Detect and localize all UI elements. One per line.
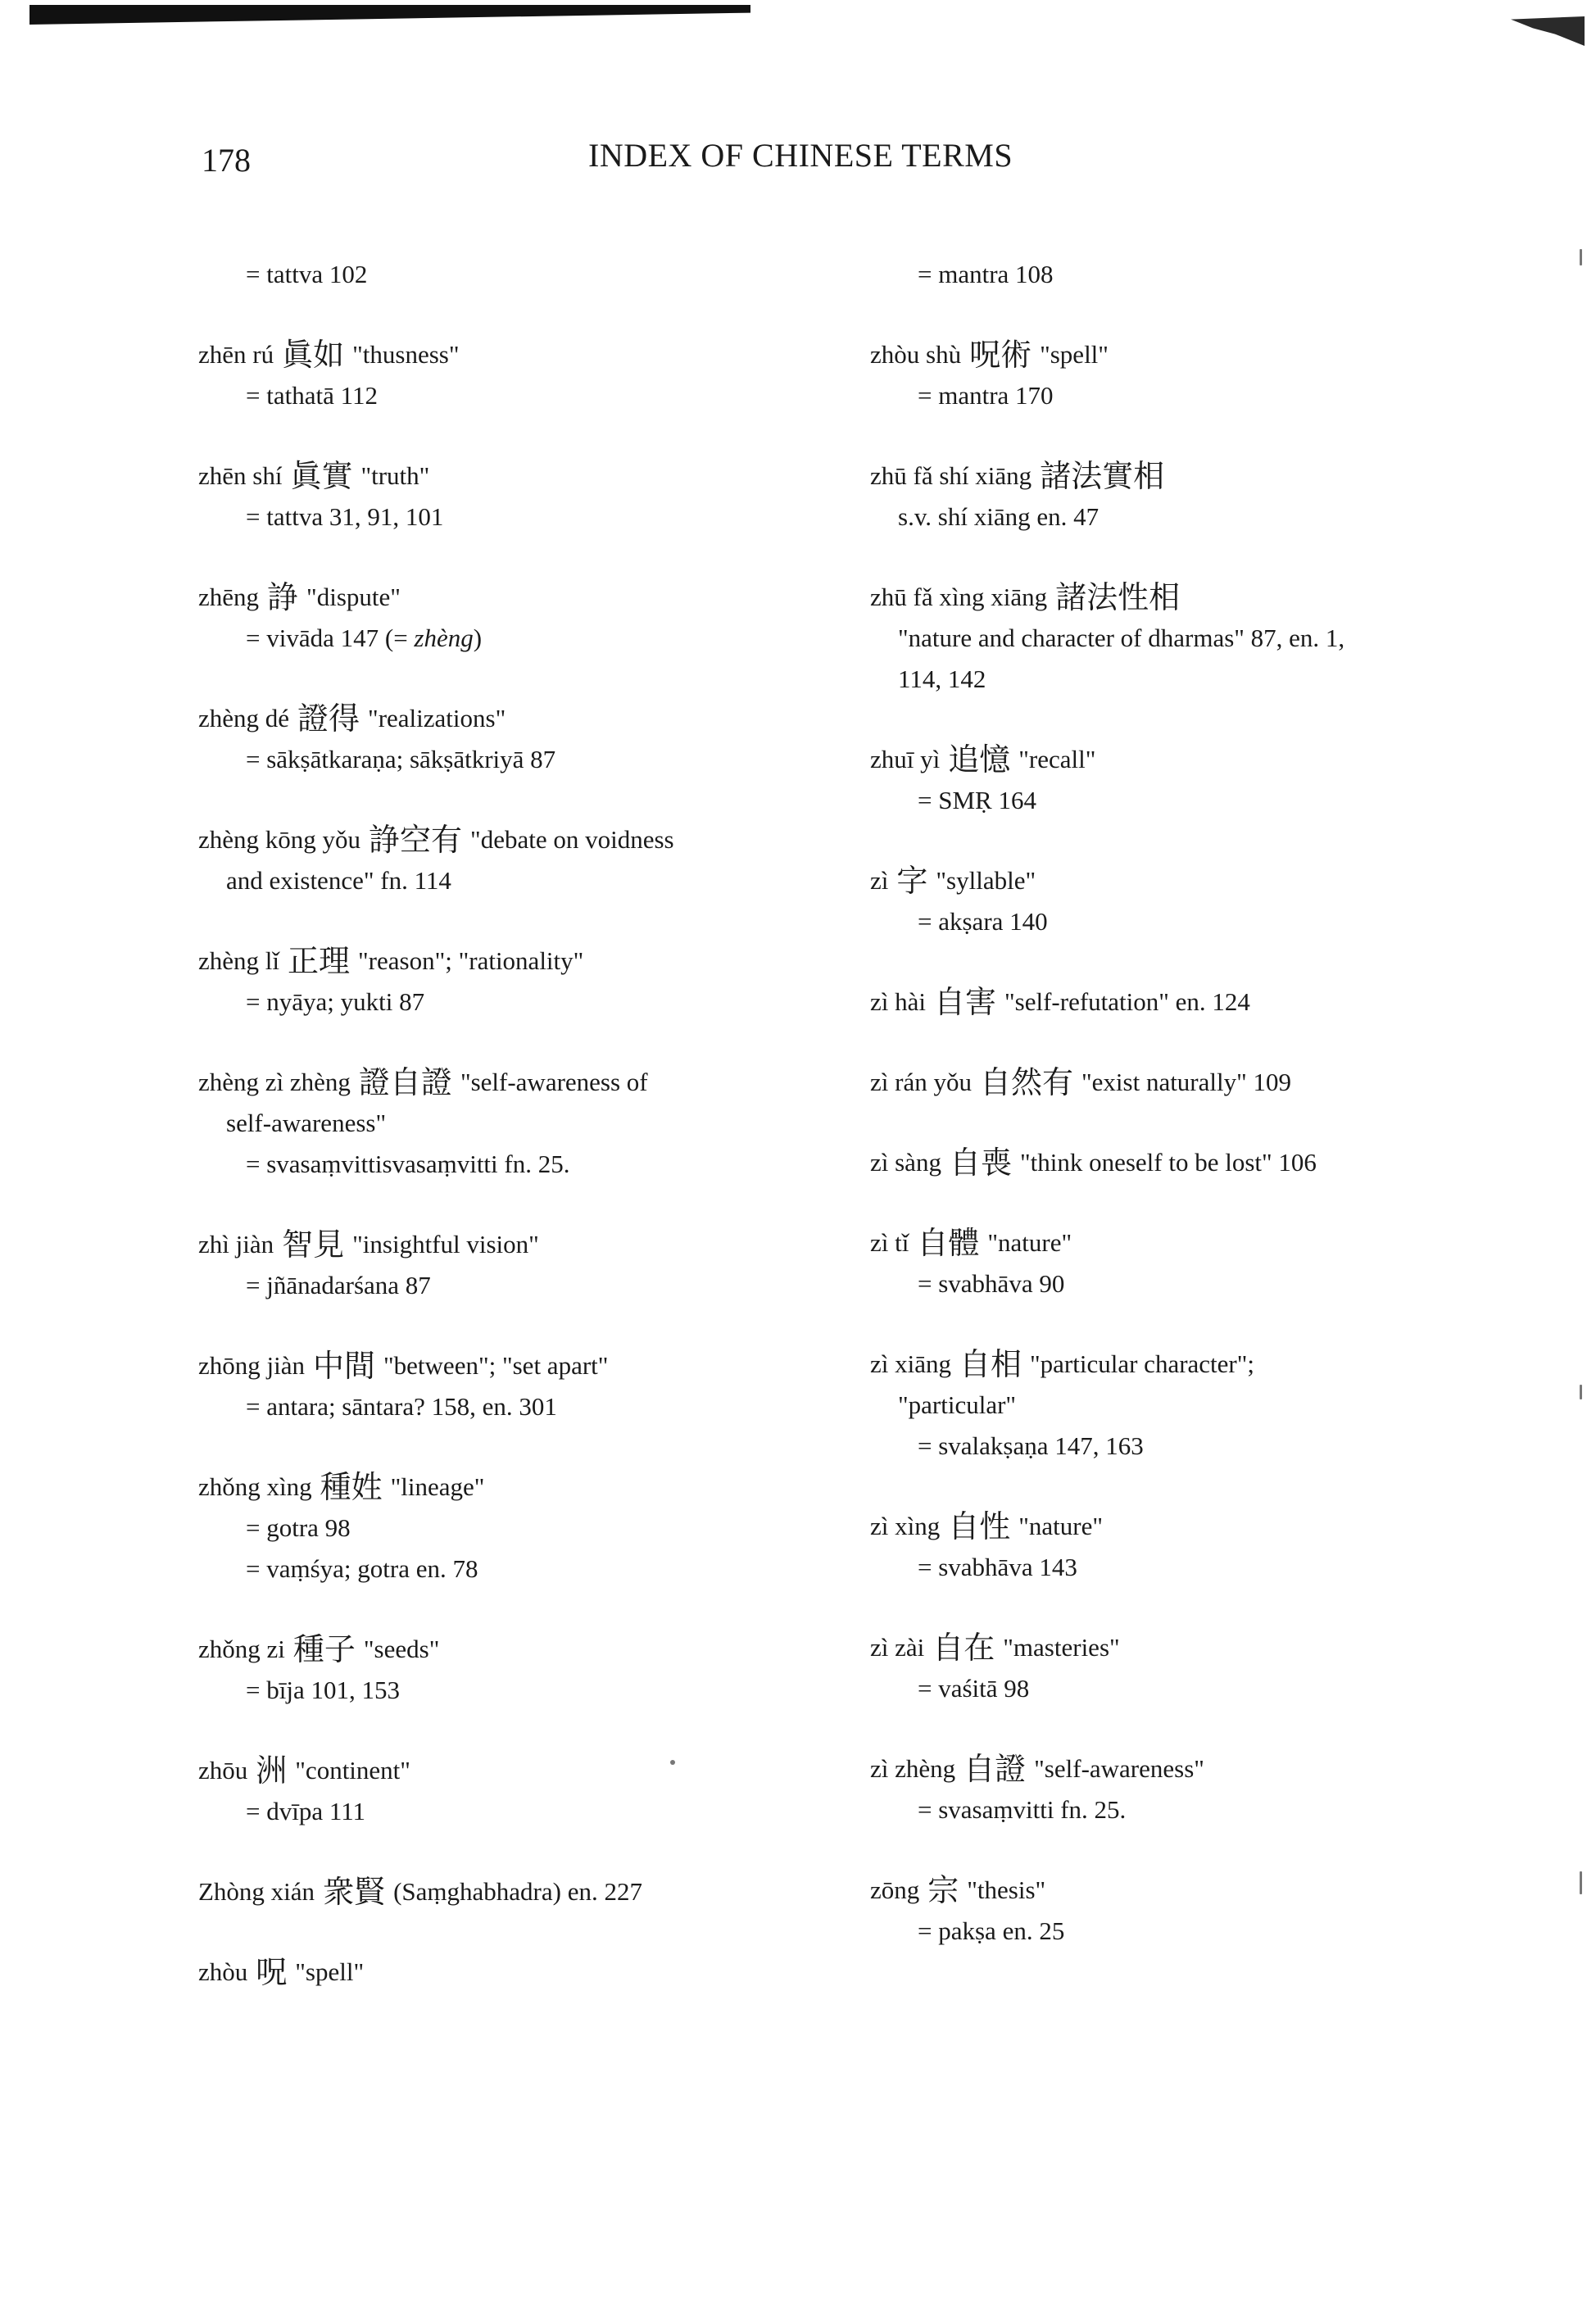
entry-headline [198,1224,821,1265]
gloss: "self-awareness" [1034,1754,1204,1783]
gloss: "self-refutation" en. 124 [1004,987,1250,1016]
pinyin-term: zì zài [870,1633,925,1662]
index-entry [870,1748,1460,1830]
index-entry [870,1344,1460,1467]
gloss: "debate on voidness [470,825,674,854]
gloss: "self-awareness of [460,1068,648,1096]
chinese-characters: 自證 [963,1751,1027,1787]
gloss: "thesis" [967,1875,1046,1904]
entry-note: "nature and character of dharmas" 87, en. 1, [898,624,1345,652]
pinyin-term: zhǒng zi [198,1635,285,1663]
gloss: "dispute" [306,583,401,611]
pinyin-term: zhēn shí [198,461,283,490]
entry-headline [198,1871,821,1912]
entry-headline [870,1627,1460,1668]
scan-speck [1580,1385,1582,1399]
sanskrit-equivalent: = mantra 108 [918,260,1054,288]
entry-headline [870,1870,1460,1911]
index-entry [870,1870,1460,1952]
scan-corner-mark [1511,16,1585,46]
chinese-characters: 自相 [959,1346,1022,1382]
sanskrit-equivalent: = dvīpa 111 [246,1797,366,1825]
entry-headline [198,1467,821,1508]
chinese-characters: 呪術 [969,337,1032,373]
index-entry [198,819,821,901]
sanskrit-equivalent: = svabhāva 90 [918,1269,1065,1298]
gloss: "particular character"; [1030,1349,1255,1378]
gloss: (Saṃghabhadra) en. 227 [393,1877,642,1906]
sanskrit-equivalent: = svasaṃvittisvasaṃvitti fn. 25. [246,1150,570,1178]
index-entry [870,577,1460,700]
pinyin-term: zì rán yǒu [870,1068,972,1096]
index-entry [870,982,1460,1023]
scan-speck [1580,249,1582,265]
pinyin-term: zhèng zì zhèng [198,1068,351,1096]
entry-headline [870,334,1460,375]
chinese-characters: 追憶 [948,741,1011,778]
index-entry [198,1871,821,1912]
gloss: "spell" [1040,340,1109,369]
entry-headline [870,1142,1460,1183]
index-entry [870,456,1460,537]
pinyin-term: zì zhèng [870,1754,956,1783]
sanskrit-equivalent: = svabhāva 143 [918,1553,1077,1581]
sanskrit-equivalent: = tathatā 112 [246,381,378,410]
chinese-characters: 諸法性相 [1055,579,1181,615]
entry-headline [198,1345,821,1386]
sanskrit-equivalent: = mantra 170 [918,381,1054,410]
entry-headline [870,456,1460,497]
sanskrit-equivalent: = tattva 31, 91, 101 [246,502,444,531]
pinyin-term: zhòu [198,1957,248,1986]
entry-note: s.v. shí xiāng en. 47 [898,502,1100,531]
chinese-characters: 諸法實相 [1040,458,1165,494]
gloss: "masteries" [1003,1633,1120,1662]
sanskrit-equivalent: = jñānadarśana 87 [246,1271,431,1299]
gloss: "lineage" [390,1472,485,1501]
chinese-characters: 種姓 [320,1469,383,1505]
gloss: "nature" [1018,1512,1104,1540]
gloss: "thusness" [352,340,460,369]
entry-headline [870,1748,1460,1789]
entry-headline [198,577,821,618]
gloss: "realizations" [368,704,506,732]
sanskrit-equivalent: = svasaṃvitti fn. 25. [918,1795,1127,1824]
index-entry [198,1224,821,1306]
page-number: 178 [202,142,251,179]
entry-headline [198,1750,821,1791]
chinese-characters: 自體 [917,1225,980,1261]
pinyin-term: Zhòng xián [198,1877,315,1906]
chinese-characters: 眞實 [290,458,353,494]
index-entry [198,1952,821,1993]
pinyin-term: zhū fǎ xìng xiāng [870,583,1048,611]
italic-term: zhèng [414,624,474,652]
pinyin-term: zhǒng xìng [198,1472,312,1501]
entry-headline [870,739,1460,780]
pinyin-term: zhēn rú [198,340,274,369]
index-entry [198,1345,821,1427]
chinese-characters: 正理 [288,943,351,979]
pinyin-term: zhèng dé [198,704,290,732]
entry-note: 114, 142 [898,664,986,693]
entry-note: "particular" [898,1390,1017,1419]
gloss: "recall" [1018,745,1096,773]
chinese-characters: 諍 [267,579,299,615]
sanskrit-equivalent: = vaśitā 98 [918,1674,1030,1703]
scan-edge-shadow [29,5,750,25]
chinese-characters: 衆賢 [323,1874,386,1910]
chinese-characters: 眞如 [282,337,345,373]
pinyin-term: zì xìng [870,1512,941,1540]
pinyin-term: zhuī yì [870,745,941,773]
pinyin-term: zhōu [198,1756,248,1785]
chinese-characters: 中間 [313,1348,376,1384]
gloss: "truth" [360,461,430,490]
gloss: "syllable" [936,866,1036,895]
pinyin-term: zhèng kōng yǒu [198,825,361,854]
entry-headline [198,819,821,860]
index-entry [198,941,821,1023]
index-entry [870,334,1460,416]
gloss-continuation: and existence" fn. 114 [226,866,451,895]
gloss: "nature" [987,1228,1072,1257]
entry-headline [870,982,1460,1023]
index-entry [198,1629,821,1711]
running-title: INDEX OF CHINESE TERMS [588,137,1013,174]
entry-headline [198,698,821,739]
chinese-characters: 自在 [932,1630,995,1666]
sanskrit-equivalent: = vaṃśya; gotra en. 78 [246,1554,478,1583]
gloss: "reason"; "rationality" [358,946,584,975]
entry-headline [870,577,1460,618]
pinyin-term: zhōng jiàn [198,1351,305,1380]
pinyin-term: zhòu shù [870,340,962,369]
sanskrit-equivalent: = vivāda 147 (= zhèng) [246,624,483,652]
gloss: "think oneself to be lost" 106 [1019,1148,1317,1177]
pinyin-term: zhèng lǐ [198,946,279,975]
gloss: "insightful vision" [352,1230,539,1259]
sanskrit-equivalent: = gotra 98 [246,1513,351,1542]
index-entry [198,254,821,295]
index-entry [870,1222,1460,1304]
pinyin-term: zhēng [198,583,260,611]
chinese-characters: 自喪 [949,1145,1012,1181]
entry-headline [870,1506,1460,1547]
right-column [870,254,1460,1991]
sanskrit-equivalent: = sākṣātkaraṇa; sākṣātkriyā 87 [246,745,556,773]
chinese-characters: 諍空有 [369,822,463,858]
index-entry [870,1506,1460,1588]
chinese-characters: 證自證 [358,1064,452,1100]
chinese-characters: 呪 [256,1954,288,1990]
sanskrit-equivalent: = bīja 101, 153 [246,1676,400,1704]
index-entry [198,334,821,416]
pinyin-term: zì xiāng [870,1349,951,1378]
index-entry [870,1062,1460,1103]
sanskrit-equivalent: = pakṣa en. 25 [918,1916,1065,1945]
index-entry [870,860,1460,942]
sanskrit-equivalent: = tattva 102 [246,260,368,288]
scan-speck [670,1760,675,1765]
chinese-characters: 宗 [927,1872,959,1908]
index-entry [870,739,1460,821]
index-entry [198,1750,821,1832]
entry-headline [198,456,821,497]
entry-headline [870,1344,1460,1385]
index-entry [870,1142,1460,1183]
gloss: "seeds" [363,1635,440,1663]
pinyin-term: zhū fǎ shí xiāng [870,461,1032,490]
sanskrit-equivalent: = akṣara 140 [918,907,1048,936]
gloss-continuation: self-awareness" [226,1109,387,1137]
index-entry [198,698,821,780]
sanskrit-equivalent: = antara; sāntara? 158, en. 301 [246,1392,557,1421]
index-entry [198,1062,821,1185]
entry-headline [870,1222,1460,1263]
index-entry [198,577,821,659]
index-entry [198,456,821,537]
entry-headline [198,941,821,982]
entry-headline [870,1062,1460,1103]
index-entry [870,1627,1460,1709]
sanskrit-equivalent: = svalakṣaṇa 147, 163 [918,1431,1144,1460]
chinese-characters: 證得 [297,701,360,737]
entry-headline [870,860,1460,901]
entry-headline [198,1062,821,1103]
pinyin-term: zì [870,866,889,895]
chinese-characters: 字 [896,863,928,899]
sanskrit-equivalent: = SMṚ 164 [918,786,1036,814]
pinyin-term: zì hài [870,987,926,1016]
pinyin-term: zì sàng [870,1148,941,1177]
chinese-characters: 自然有 [979,1064,1073,1100]
chinese-characters: 自性 [948,1508,1011,1544]
index-entry [198,1467,821,1590]
index-entry [870,254,1460,295]
chinese-characters: 種子 [292,1631,356,1667]
gloss: "spell" [295,1957,365,1986]
entry-headline [198,334,821,375]
pinyin-term: zhì jiàn [198,1230,274,1259]
gloss: "between"; "set apart" [383,1351,609,1380]
gloss: "exist naturally" 109 [1081,1068,1292,1096]
left-column [198,254,821,2032]
sanskrit-equivalent: = nyāya; yukti 87 [246,987,425,1016]
gloss: "continent" [295,1756,410,1785]
chinese-characters: 自害 [934,984,997,1020]
pinyin-term: zì tǐ [870,1228,909,1257]
pinyin-term: zōng [870,1875,920,1904]
scan-speck [1580,1871,1582,1894]
entry-headline [198,1952,821,1993]
entry-headline [198,1629,821,1670]
chinese-characters: 智見 [282,1227,345,1263]
chinese-characters: 洲 [256,1753,288,1789]
